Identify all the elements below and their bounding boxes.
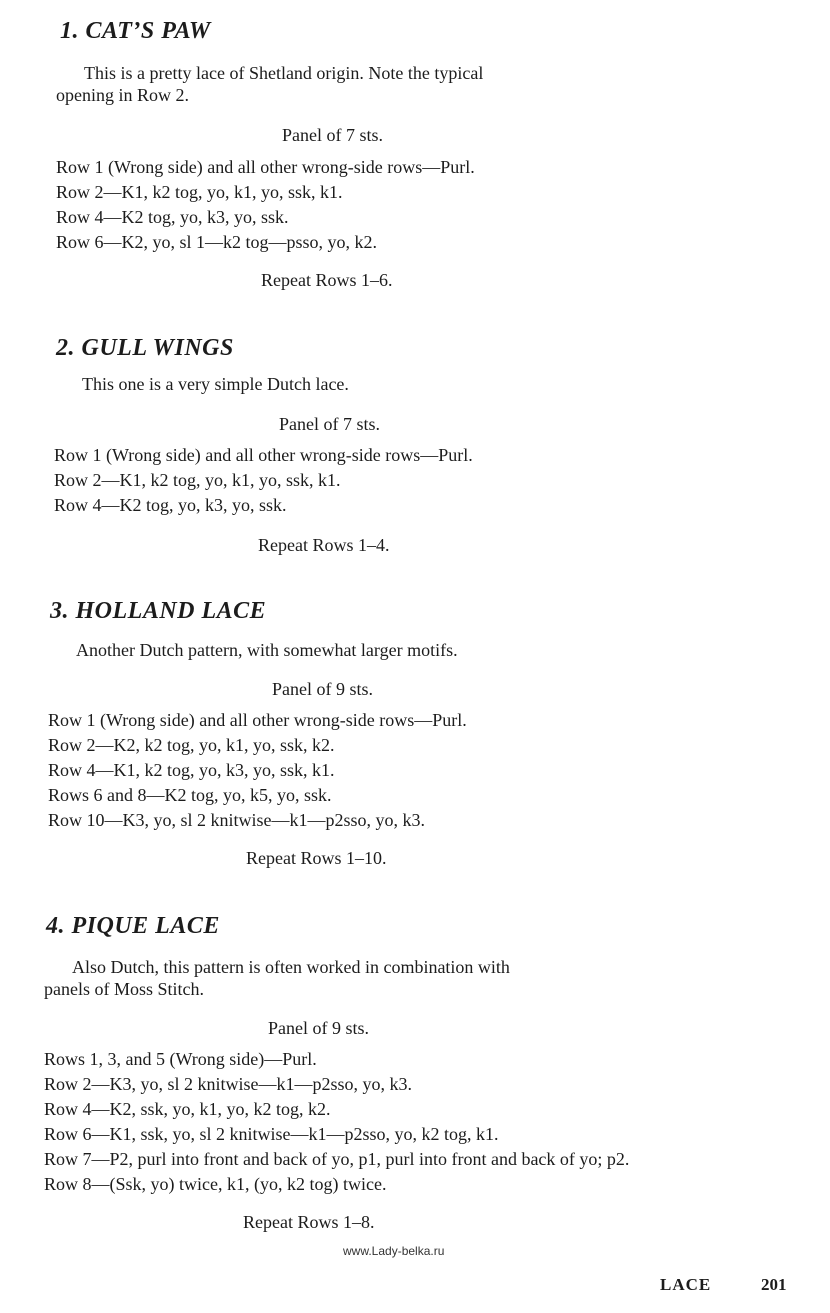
row-instruction: Row 4—K2 tog, yo, k3, yo, ssk.: [54, 495, 287, 515]
page-number: 201: [761, 1275, 787, 1294]
section-holland-lace: [0, 582, 830, 882]
row-instruction: Row 2—K1, k2 tog, yo, k1, yo, ssk, k1.: [56, 182, 343, 202]
section-heading: 1. CAT’S PAW: [60, 18, 211, 44]
row-instruction: Row 6—K1, ssk, yo, sl 2 knitwise—k1—p2sso, yo, k2 tog, k1.: [44, 1124, 499, 1144]
section-intro: [56, 62, 656, 106]
section-intro: [48, 639, 668, 661]
intro-line: This one is a very simple Dutch lace.: [82, 374, 349, 394]
running-footer-section: LACE: [660, 1275, 712, 1294]
row-instruction: Row 1 (Wrong side) and all other wrong-side rows—Purl.: [56, 157, 475, 177]
section-cats-paw: [0, 0, 830, 300]
row-instructions: [48, 708, 467, 833]
row-instructions: [56, 155, 475, 255]
intro-line: This is a pretty lace of Shetland origin. Note the typical: [84, 63, 484, 83]
row-instruction: Rows 1, 3, and 5 (Wrong side)—Purl.: [44, 1049, 317, 1069]
row-instruction: Row 4—K2 tog, yo, k3, yo, ssk.: [56, 207, 289, 227]
row-instruction: Row 4—K1, k2 tog, yo, k3, yo, ssk, k1.: [48, 760, 335, 780]
repeat-instruction: Repeat Rows 1–6.: [261, 270, 393, 290]
row-instruction: Row 4—K2, ssk, yo, k1, yo, k2 tog, k2.: [44, 1099, 331, 1119]
section-intro: [44, 956, 684, 1000]
row-instruction: Row 6—K2, yo, sl 1—k2 tog—psso, yo, k2.: [56, 232, 378, 252]
row-instructions: [44, 1047, 629, 1197]
row-instruction: Row 1 (Wrong side) and all other wrong-side rows—Purl.: [48, 710, 467, 730]
row-instruction: Row 8—(Ssk, yo) twice, k1, (yo, k2 tog) twice.: [44, 1174, 387, 1194]
row-instruction: Row 2—K3, yo, sl 2 knitwise—k1—p2sso, yo, k3.: [44, 1074, 413, 1094]
row-instructions: [54, 443, 473, 518]
intro-line: opening in Row 2.: [56, 85, 189, 105]
section-intro: [54, 373, 654, 395]
section-pique-lace: [0, 898, 830, 1243]
panel-size: Panel of 7 sts.: [282, 125, 383, 145]
section-heading: 4. PIQUE LACE: [46, 913, 220, 939]
panel-size: Panel of 9 sts.: [272, 679, 373, 699]
panel-size: Panel of 7 sts.: [279, 414, 380, 434]
row-instruction: Row 10—K3, yo, sl 2 knitwise—k1—p2sso, yo, k3.: [48, 810, 426, 830]
section-heading: 2. GULL WINGS: [56, 335, 234, 361]
row-instruction: Row 7—P2, purl into front and back of yo, p1, purl into front and back of yo; p2.: [44, 1149, 630, 1169]
row-instruction: Row 2—K2, k2 tog, yo, k1, yo, ssk, k2.: [48, 735, 335, 755]
repeat-instruction: Repeat Rows 1–10.: [246, 848, 387, 868]
intro-line: Also Dutch, this pattern is often worked in combination with: [72, 957, 510, 977]
intro-line: panels of Moss Stitch.: [44, 979, 204, 999]
row-instruction: Row 1 (Wrong side) and all other wrong-side rows—Purl.: [54, 445, 473, 465]
section-heading: 3. HOLLAND LACE: [50, 598, 267, 624]
intro-line: Another Dutch pattern, with somewhat larger motifs.: [76, 640, 458, 660]
repeat-instruction: Repeat Rows 1–8.: [243, 1212, 375, 1232]
row-instruction: Row 2—K1, k2 tog, yo, k1, yo, ssk, k1.: [54, 470, 341, 490]
repeat-instruction: Repeat Rows 1–4.: [258, 535, 390, 555]
row-instruction: Rows 6 and 8—K2 tog, yo, k5, yo, ssk.: [48, 785, 332, 805]
section-gull-wings: [0, 320, 830, 570]
watermark-url: www.Lady-belka.ru: [343, 1244, 445, 1258]
panel-size: Panel of 9 sts.: [268, 1018, 369, 1038]
